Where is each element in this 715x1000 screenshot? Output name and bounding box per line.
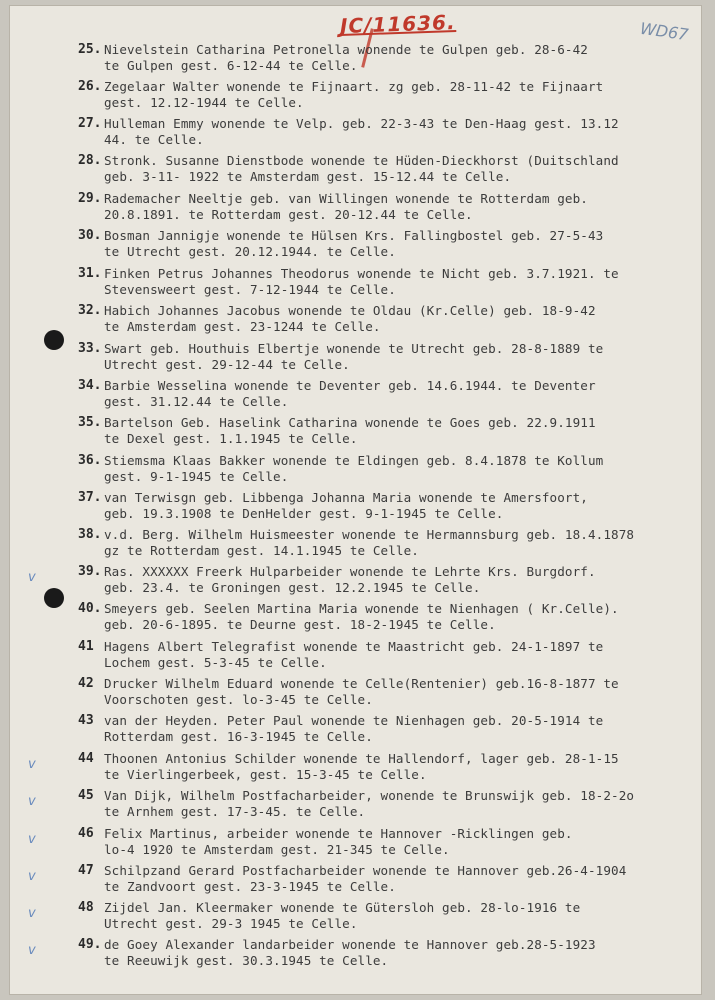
entry-line-1: van Terwisgn geb. Libbenga Johanna Maria wonende te Amersfoort,	[104, 490, 588, 505]
check-mark-annotation: v	[28, 757, 36, 772]
record-entry	[0, 490, 715, 530]
entry-line-2: 20.8.1891. te Rotterdam gest. 20-12.44 te Celle.	[104, 207, 473, 222]
entry-line-2: Voorschoten gest. lo-3-45 te Celle.	[104, 692, 373, 707]
entry-number: 36.	[78, 453, 102, 468]
entry-number: 39.	[78, 564, 102, 579]
entry-line-2: te Vierlingerbeek, gest. 15-3-45 te Celle.	[104, 767, 427, 782]
entry-line-2: te Zandvoort gest. 23-3-1945 te Celle.	[104, 879, 396, 894]
entry-number: 38.	[78, 527, 102, 542]
entry-number: 26.	[78, 79, 102, 94]
check-mark-annotation: v	[28, 832, 36, 847]
entry-line-1: Hulleman Emmy wonende te Velp. geb. 22-3-43 te Den-Haag gest. 13.12	[104, 116, 619, 131]
record-entry	[0, 378, 715, 418]
entry-line-2: te Gulpen gest. 6-12-44 te Celle.	[104, 58, 358, 73]
archive-reference-number: JC/11636.	[339, 9, 456, 39]
record-entry	[0, 527, 715, 567]
entry-line-1: Bartelson Geb. Haselink Catharina wonende te Goes geb. 22.9.1911	[104, 415, 596, 430]
check-mark-annotation: v	[28, 943, 36, 958]
corner-annotation: WD67	[638, 18, 690, 45]
record-entry	[0, 564, 715, 604]
record-entry	[0, 303, 715, 343]
entry-line-2: te Amsterdam gest. 23-1244 te Celle.	[104, 319, 381, 334]
entry-number: 47	[78, 863, 94, 878]
entry-line-2: Stevensweert gest. 7-12-1944 te Celle.	[104, 282, 396, 297]
entry-line-2: geb. 19.3.1908 te DenHelder gest. 9-1-1945 te Celle.	[104, 506, 504, 521]
entry-line-1: Rademacher Neeltje geb. van Willingen wonende te Rotterdam geb.	[104, 191, 588, 206]
record-entry	[0, 228, 715, 268]
entry-number: 25.	[78, 42, 102, 57]
entry-line-1: Thoonen Antonius Schilder wonende te Hallendorf, lager geb. 28-1-15	[104, 751, 619, 766]
entry-line-2: gest. 31.12.44 te Celle.	[104, 394, 289, 409]
record-entry	[0, 453, 715, 493]
entry-line-2: te Reeuwijk gest. 30.3.1945 te Celle.	[104, 953, 389, 968]
check-mark-annotation: v	[28, 570, 36, 585]
record-entry	[0, 863, 715, 903]
entry-line-2: Rotterdam gest. 16-3-1945 te Celle.	[104, 729, 373, 744]
entry-line-1: Hagens Albert Telegrafist wonende te Maastricht geb. 24-1-1897 te	[104, 639, 604, 654]
entry-line-2: gz te Rotterdam gest. 14.1.1945 te Celle.	[104, 543, 419, 558]
entry-line-1: Habich Johannes Jacobus wonende te Oldau (Kr.Celle) geb. 18-9-42	[104, 303, 596, 318]
entry-number: 41	[78, 639, 94, 654]
record-entry	[0, 415, 715, 455]
record-entry	[0, 751, 715, 791]
entry-line-2: geb. 3-11- 1922 te Amsterdam gest. 15-12.44 te Celle.	[104, 169, 512, 184]
record-entry	[0, 79, 715, 119]
check-mark-annotation: v	[28, 794, 36, 809]
entry-line-1: Smeyers geb. Seelen Martina Maria wonende te Nienhagen ( Kr.Celle).	[104, 601, 619, 616]
entry-number: 33.	[78, 341, 102, 356]
entry-line-1: Van Dijk, Wilhelm Postfacharbeider, wonende te Brunswijk geb. 18-2-2o	[104, 788, 635, 803]
record-entry	[0, 937, 715, 977]
record-entry	[0, 826, 715, 866]
entry-number: 43	[78, 713, 94, 728]
entry-line-1: van der Heyden. Peter Paul wonende te Nienhagen geb. 20-5-1914 te	[104, 713, 604, 728]
entry-number: 42	[78, 676, 94, 691]
entry-line-1: de Goey Alexander landarbeider wonende te Hannover geb.28-5-1923	[104, 937, 596, 952]
entry-line-1: Drucker Wilhelm Eduard wonende te Celle(Rentenier) geb.16-8-1877 te	[104, 676, 619, 691]
entry-line-2: geb. 20-6-1895. te Deurne gest. 18-2-1945 te Celle.	[104, 617, 496, 632]
record-entry	[0, 900, 715, 940]
entry-number: 28.	[78, 153, 102, 168]
entry-line-2: te Arnhem gest. 17-3-45. te Celle.	[104, 804, 366, 819]
entry-line-2: lo-4 1920 te Amsterdam gest. 21-345 te Celle.	[104, 842, 450, 857]
entry-number: 40.	[78, 601, 102, 616]
check-mark-annotation: v	[28, 906, 36, 921]
record-entry	[0, 788, 715, 828]
entry-line-1: Schilpzand Gerard Postfacharbeider wonende te Hannover geb.26-4-1904	[104, 863, 627, 878]
entry-line-2: te Utrecht gest. 20.12.1944. te Celle.	[104, 244, 396, 259]
record-entry	[0, 116, 715, 156]
entry-line-2: Utrecht gest. 29-12-44 te Celle.	[104, 357, 350, 372]
entry-line-1: Zijdel Jan. Kleermaker wonende te Gütersloh geb. 28-lo-1916 te	[104, 900, 581, 915]
record-entry	[0, 341, 715, 381]
record-entry	[0, 601, 715, 641]
entry-line-1: Bosman Jannigje wonende te Hülsen Krs. Fallingbostel geb. 27-5-43	[104, 228, 604, 243]
entry-line-1: Nievelstein Catharina Petronella wonende te Gulpen geb. 28-6-42	[104, 42, 588, 57]
entry-number: 29.	[78, 191, 102, 206]
entry-number: 49.	[78, 937, 102, 952]
entry-number: 46	[78, 826, 94, 841]
record-entry	[0, 676, 715, 716]
entry-line-1: Stiemsma Klaas Bakker wonende te Eldingen geb. 8.4.1878 te Kollum	[104, 453, 604, 468]
entry-number: 45	[78, 788, 94, 803]
entry-line-1: Swart geb. Houthuis Elbertje wonende te Utrecht geb. 28-8-1889 te	[104, 341, 604, 356]
entry-line-2: Lochem gest. 5-3-45 te Celle.	[104, 655, 327, 670]
record-entry	[0, 639, 715, 679]
entry-line-1: v.d. Berg. Wilhelm Huismeester wonende te Hermannsburg geb. 18.4.1878	[104, 527, 635, 542]
entry-line-2: gest. 12.12-1944 te Celle.	[104, 95, 304, 110]
entry-number: 44	[78, 751, 94, 766]
entry-line-2: 44. te Celle.	[104, 132, 204, 147]
entry-line-2: Utrecht gest. 29-3 1945 te Celle.	[104, 916, 358, 931]
record-entry	[0, 42, 715, 82]
entry-number: 37.	[78, 490, 102, 505]
entry-line-1: Barbie Wesselina wonende te Deventer geb. 14.6.1944. te Deventer	[104, 378, 596, 393]
entry-number: 34.	[78, 378, 102, 393]
entry-line-1: Finken Petrus Johannes Theodorus wonende te Nicht geb. 3.7.1921. te	[104, 266, 619, 281]
entry-number: 27.	[78, 116, 102, 131]
entry-line-2: gest. 9-1-1945 te Celle.	[104, 469, 289, 484]
entry-number: 32.	[78, 303, 102, 318]
entry-line-1: Stronk. Susanne Dienstbode wonende te Hüden-Dieckhorst (Duitschland	[104, 153, 619, 168]
entry-number: 31.	[78, 266, 102, 281]
record-entry	[0, 266, 715, 306]
entry-line-1: Felix Martinus, arbeider wonende te Hannover -Ricklingen geb.	[104, 826, 573, 841]
entry-line-1: Zegelaar Walter wonende te Fijnaart. zg geb. 28-11-42 te Fijnaart	[104, 79, 604, 94]
entry-line-2: geb. 23.4. te Groningen gest. 12.2.1945 te Celle.	[104, 580, 481, 595]
entry-line-1: Ras. XXXXXX Freerk Hulparbeider wonende te Lehrte Krs. Burgdorf.	[104, 564, 596, 579]
entry-number: 35.	[78, 415, 102, 430]
entry-number: 30.	[78, 228, 102, 243]
record-entry	[0, 153, 715, 193]
check-mark-annotation: v	[28, 869, 36, 884]
entry-line-2: te Dexel gest. 1.1.1945 te Celle.	[104, 431, 358, 446]
record-entry	[0, 191, 715, 231]
record-entry	[0, 713, 715, 753]
entry-number: 48	[78, 900, 94, 915]
